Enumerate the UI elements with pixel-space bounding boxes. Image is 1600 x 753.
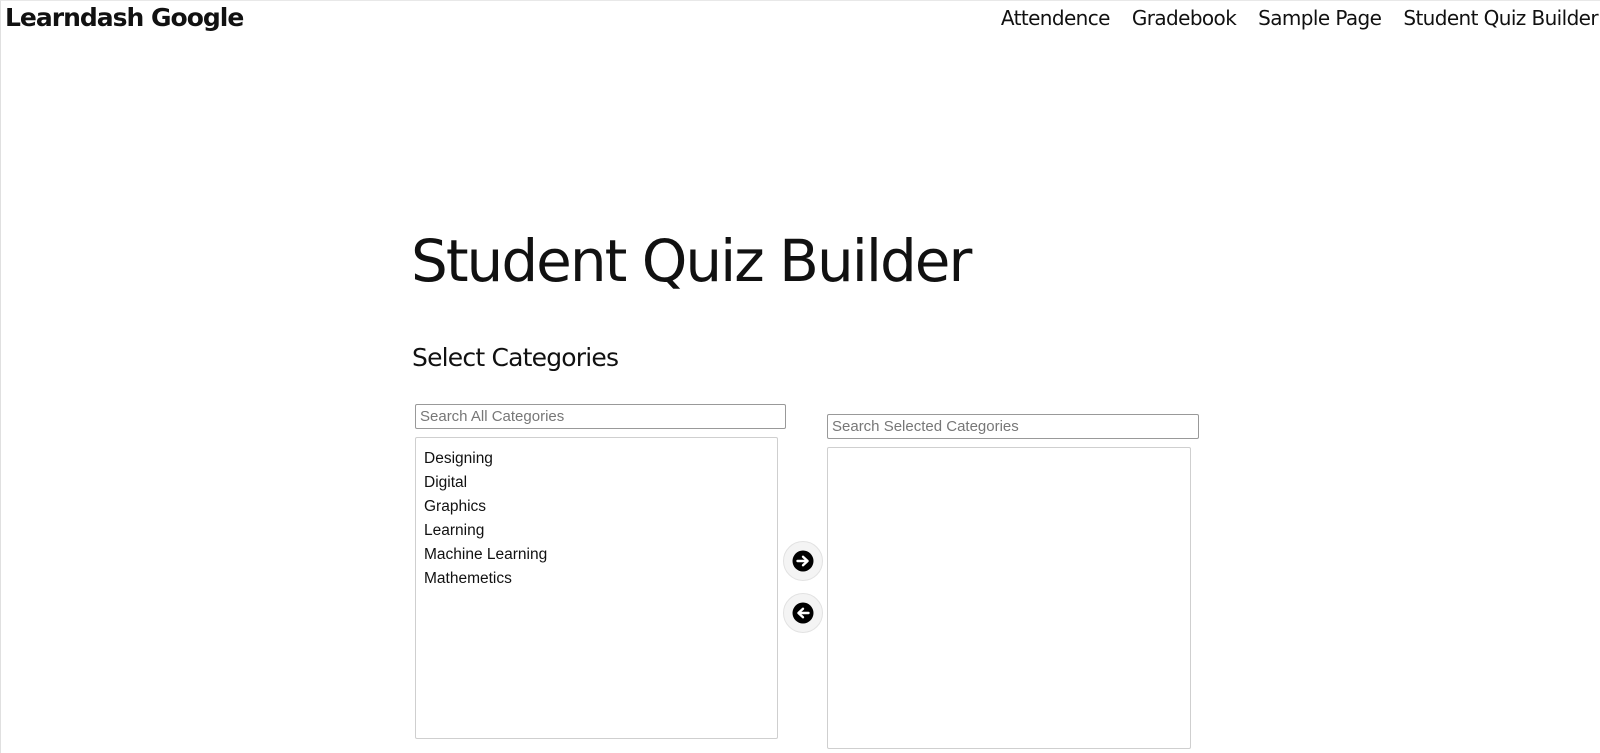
nav-item-sample-page[interactable]: Sample Page <box>1258 6 1382 30</box>
all-categories-list[interactable] <box>415 437 778 739</box>
page-title: Student Quiz Builder <box>411 227 971 295</box>
list-item[interactable]: Designing <box>424 450 493 467</box>
list-item[interactable]: Learning <box>424 522 485 539</box>
list-item[interactable]: Mathemetics <box>424 570 512 587</box>
search-all-categories-input[interactable] <box>415 404 786 429</box>
list-item[interactable]: Machine Learning <box>424 546 548 563</box>
section-title: Select Categories <box>412 343 619 372</box>
arrow-left-circle-icon <box>792 602 814 624</box>
remove-category-button[interactable] <box>783 593 823 633</box>
site-title[interactable]: Learndash Google <box>5 3 244 32</box>
arrow-right-circle-icon <box>792 550 814 572</box>
nav-item-student-quiz-builder[interactable]: Student Quiz Builder <box>1403 6 1598 30</box>
nav-item-gradebook[interactable]: Gradebook <box>1131 6 1237 30</box>
search-selected-categories-input[interactable] <box>827 414 1199 439</box>
nav-item-attendence[interactable]: Attendence <box>1000 6 1110 30</box>
list-item[interactable]: Graphics <box>424 498 487 515</box>
add-category-button[interactable] <box>783 541 823 581</box>
main-nav <box>1001 6 1598 30</box>
selected-categories-list[interactable] <box>827 447 1191 749</box>
list-item[interactable]: Digital <box>424 474 468 491</box>
